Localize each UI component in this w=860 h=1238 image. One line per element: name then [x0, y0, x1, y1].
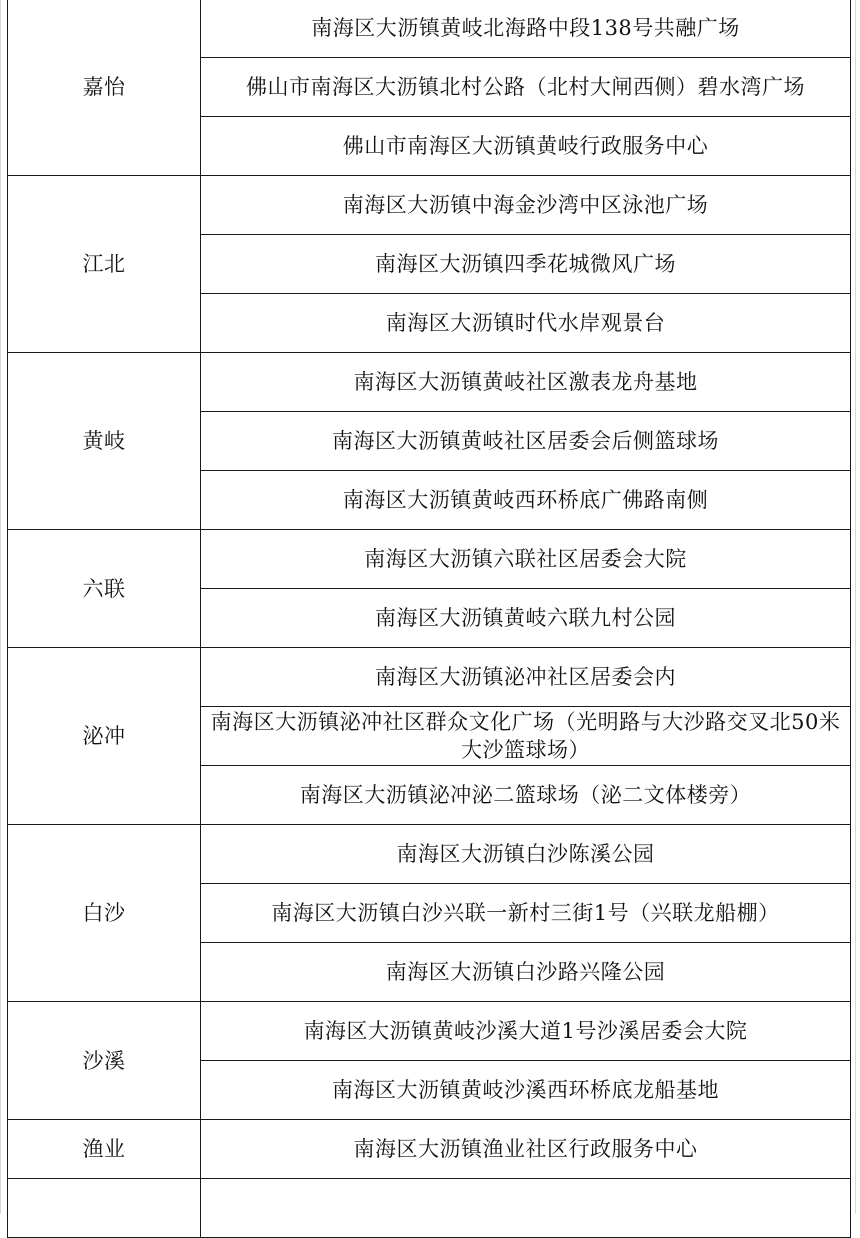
address-cell[interactable]: 南海区大沥镇泌冲社区居委会内: [201, 648, 851, 707]
table-row: [8, 530, 851, 589]
table-row: [8, 1120, 851, 1179]
empty-cell[interactable]: [201, 1179, 851, 1238]
community-name[interactable]: 江北: [8, 176, 201, 353]
address-cell[interactable]: 南海区大沥镇白沙陈溪公园: [201, 825, 851, 884]
address-cell[interactable]: 南海区大沥镇黄岐六联九村公园: [201, 589, 851, 648]
community-name[interactable]: 嘉怡: [8, 0, 201, 176]
address-cell[interactable]: 南海区大沥镇黄岐北海路中段138号共融广场: [201, 0, 851, 58]
address-cell[interactable]: 佛山市南海区大沥镇北村公路（北村大闸西侧）碧水湾广场: [201, 58, 851, 117]
table-row: [8, 176, 851, 235]
table-row: [8, 825, 851, 884]
community-name[interactable]: 泌冲: [8, 648, 201, 825]
address-cell[interactable]: 南海区大沥镇中海金沙湾中区泳池广场: [201, 176, 851, 235]
community-name[interactable]: 渔业: [8, 1120, 201, 1179]
address-cell[interactable]: 南海区大沥镇六联社区居委会大院: [201, 530, 851, 589]
address-cell[interactable]: 南海区大沥镇黄岐社区激表龙舟基地: [201, 353, 851, 412]
address-cell[interactable]: 佛山市南海区大沥镇黄岐行政服务中心: [201, 117, 851, 176]
address-cell[interactable]: 南海区大沥镇渔业社区行政服务中心: [201, 1120, 851, 1179]
empty-cell[interactable]: [8, 1179, 201, 1238]
address-cell[interactable]: 南海区大沥镇白沙路兴隆公园: [201, 943, 851, 1002]
gridline: [855, 0, 856, 1214]
table-row: [8, 1002, 851, 1061]
address-table: [7, 0, 851, 1238]
gridline: [0, 0, 1, 1214]
address-cell[interactable]: 南海区大沥镇泌冲社区群众文化广场（光明路与大沙路交叉北50米大沙篮球场）: [201, 707, 851, 766]
community-name[interactable]: 六联: [8, 530, 201, 648]
table-row: [8, 648, 851, 707]
community-name[interactable]: 沙溪: [8, 1002, 201, 1120]
address-cell[interactable]: 南海区大沥镇黄岐沙溪西环桥底龙船基地: [201, 1061, 851, 1120]
address-cell[interactable]: 南海区大沥镇黄岐沙溪大道1号沙溪居委会大院: [201, 1002, 851, 1061]
table-row: [8, 1179, 851, 1238]
address-cell[interactable]: 南海区大沥镇泌冲泌二篮球场（泌二文体楼旁）: [201, 766, 851, 825]
address-cell[interactable]: 南海区大沥镇时代水岸观景台: [201, 294, 851, 353]
community-name[interactable]: 白沙: [8, 825, 201, 1002]
address-cell[interactable]: 南海区大沥镇黄岐社区居委会后侧篮球场: [201, 412, 851, 471]
address-cell[interactable]: 南海区大沥镇四季花城微风广场: [201, 235, 851, 294]
table-row: [8, 353, 851, 412]
address-cell[interactable]: 南海区大沥镇黄岐西环桥底广佛路南侧: [201, 471, 851, 530]
address-cell[interactable]: 南海区大沥镇白沙兴联一新村三街1号（兴联龙船棚）: [201, 884, 851, 943]
table-row: [8, 0, 851, 58]
community-name[interactable]: 黄岐: [8, 353, 201, 530]
